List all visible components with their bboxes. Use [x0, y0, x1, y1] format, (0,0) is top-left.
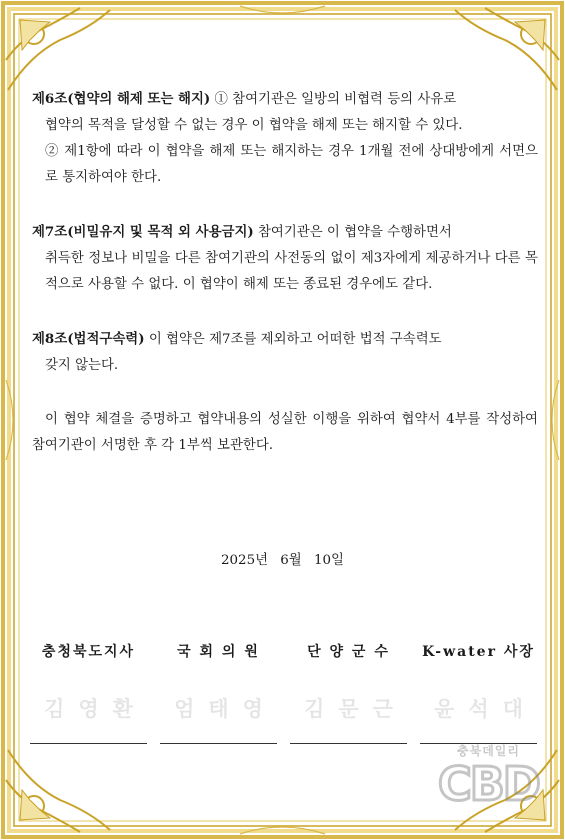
- signing-date: 2025년 6월 10일: [221, 553, 344, 568]
- article-text: 참여기관은 이 협약을 수행하면서: [258, 225, 452, 240]
- watermark-publisher-name: 충북데일리: [457, 744, 520, 758]
- signer-role: 단 양 군 수: [307, 644, 390, 660]
- signature-line: [160, 743, 277, 744]
- signer-assembly-member: [160, 640, 277, 744]
- article-text: 취득한 정보나 비밀을 다른 참여기관의 사전동의 없이 제3자에게 제공하거나 다른 목적으로 사용할 수 없다. 이 협약이 해제 또는 종료된 경우에도 같다.: [45, 251, 538, 292]
- signer-name: 김문근: [304, 696, 407, 721]
- signer-role: K-water 사장: [422, 644, 535, 660]
- publisher-watermark: [436, 742, 541, 822]
- signer-name: 윤석대: [434, 696, 537, 721]
- article-heading: 제7조(비밀유지 및 목적 외 사용금지): [32, 224, 254, 240]
- article-7: [32, 219, 538, 298]
- signer-role: 국 회 의 원: [177, 644, 260, 660]
- signature-line: [30, 743, 147, 744]
- article-text: ① 참여기관은 일방의 비협력 등의 사유로: [214, 92, 457, 107]
- article-8: [32, 326, 538, 379]
- article-text: 이 협약은 제7조를 제외하고 어떠한 법적 구속력도: [148, 332, 442, 347]
- signer-name: 엄태영: [174, 696, 277, 721]
- signature-line: [290, 743, 407, 744]
- article-text: 협약의 목적을 달성할 수 없는 경우 이 협약을 해제 또는 해지할 수 있다.: [45, 118, 463, 133]
- signer-kwater-ceo: [420, 640, 537, 744]
- closing-statement: 이 협약 체결을 증명하고 협약내용의 성실한 이행을 위하여 협약서 4부를 작성하여 참여기관이 서명한 후 각 1부씩 보관한다.: [32, 412, 538, 453]
- article-text: 갖지 않는다.: [45, 358, 119, 373]
- article-heading: 제8조(법적구속력): [32, 331, 145, 347]
- agreement-body: [32, 86, 538, 459]
- signer-county-head: [290, 640, 407, 744]
- signature-block: [30, 640, 537, 744]
- watermark-logo: CBD: [437, 757, 539, 811]
- signer-role: 충청북도지사: [41, 644, 136, 660]
- signer-governor: [30, 640, 147, 744]
- article-text: ② 제1항에 따라 이 협약을 해제 또는 해지하는 경우 1개월 전에 상대방에게 서면으로 통지하여야 한다.: [45, 144, 538, 185]
- signer-name: 김영환: [44, 696, 147, 721]
- article-heading: 제6조(협약의 해제 또는 해지): [32, 91, 211, 107]
- article-6: [32, 86, 538, 191]
